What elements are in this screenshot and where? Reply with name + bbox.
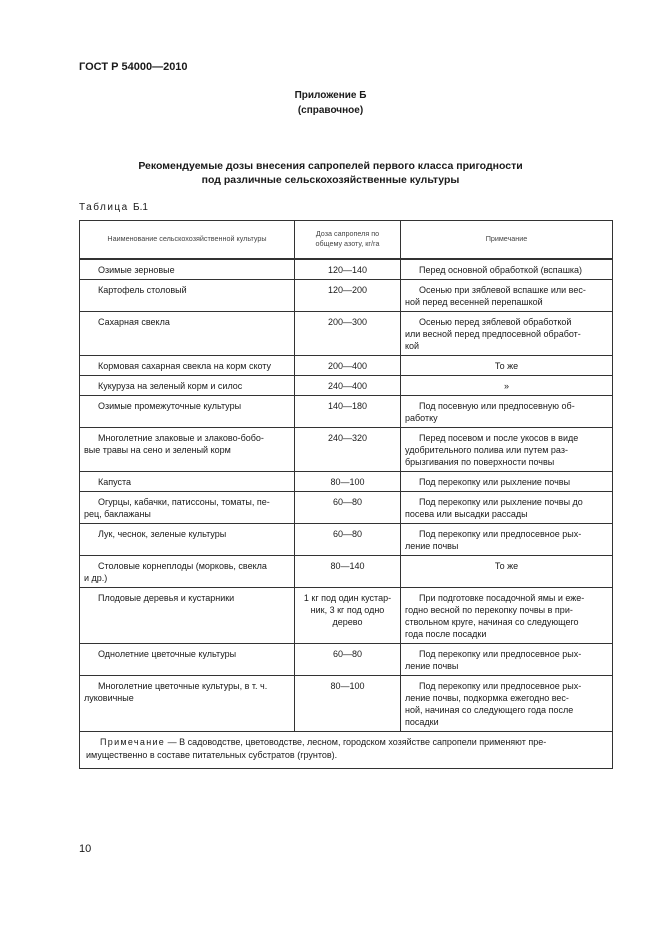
table-row (80, 311, 613, 355)
crop-cell-line: Лук, чеснок, зеленые культуры (98, 528, 227, 539)
dose-cell-line: 1 кг под один кустар- (303, 592, 392, 603)
note-cell (401, 675, 613, 731)
crop-cell-line: Капуста (98, 476, 132, 487)
note-cell-line: ление почвы, подкормка ежегодно вес- (405, 692, 569, 703)
table-row (80, 471, 613, 491)
crop-cell-line: и др.) (84, 572, 108, 583)
note-cell-line: Перед основной обработкой (вспашка) (419, 264, 583, 275)
dose-cell (295, 427, 401, 471)
note-cell-line: Под перекопку или предпосевное рых- (419, 680, 582, 691)
crop-cell-line: Кукуруза на зеленый корм и силос (98, 380, 243, 391)
dose-cell-line: 60—80 (332, 496, 363, 507)
crop-cell-line: рец, баклажаны (84, 508, 151, 519)
table-row (80, 355, 613, 375)
note-cell (401, 259, 613, 280)
dose-cell-line: 120—200 (327, 284, 368, 295)
crop-cell-line: Озимые промежуточные культуры (98, 400, 242, 411)
dose-cell (295, 259, 401, 280)
crop-cell (80, 491, 295, 523)
dose-cell-line: 80—100 (330, 476, 365, 487)
table-footnote (80, 731, 613, 768)
note-cell-line: Под перекопку или рыхление почвы (419, 476, 571, 487)
footnote-line: — В садоводстве, цветоводстве, лесном, городском хозяйстве сапропели применяют пре- (165, 736, 547, 747)
crop-cell (80, 643, 295, 675)
note-cell (401, 395, 613, 427)
dose-cell-line: ник, 3 кг под одно (310, 604, 385, 615)
crop-cell-line: Однолетние цветочные культуры (98, 648, 237, 659)
note-cell (401, 471, 613, 491)
dose-cell-line: 60—80 (332, 528, 363, 539)
dose-cell (295, 523, 401, 555)
note-cell-line: То же (494, 560, 519, 571)
crop-cell-line: Озимые зерновые (98, 264, 175, 275)
crop-cell-line: Столовые корнеплоды (морковь, свекла (98, 560, 267, 571)
dose-cell (295, 279, 401, 311)
dose-cell (295, 471, 401, 491)
dose-table (79, 220, 613, 769)
crop-cell-line: Плодовые деревья и кустарники (98, 592, 235, 603)
note-cell-line: Под перекопку или предпосевное рых- (419, 648, 582, 659)
note-cell-line: брызгивания по поверхности почвы (405, 456, 555, 467)
annex-type: (справочное) (297, 105, 364, 116)
crop-cell (80, 471, 295, 491)
table-row (80, 587, 613, 643)
dose-cell-line: 240—400 (327, 380, 368, 391)
dose-cell (295, 375, 401, 395)
table-footnote-row (80, 731, 613, 768)
note-cell-line: годно весной по перекопку почвы в при- (405, 604, 573, 615)
crop-cell (80, 259, 295, 280)
dose-cell-line: 240—320 (327, 432, 368, 443)
crop-cell-line: Многолетние цветочные культуры, в т. ч. (98, 680, 268, 691)
dose-cell-line: 200—400 (327, 360, 368, 371)
note-cell-line: Под перекопку или рыхление почвы до (419, 496, 583, 507)
note-cell-line: Под перекопку или предпосевное рых- (419, 528, 582, 539)
crop-cell (80, 355, 295, 375)
table-row (80, 375, 613, 395)
note-cell-line: Осенью при зяблевой вспашке или вес- (419, 284, 586, 295)
note-cell (401, 523, 613, 555)
dose-cell (295, 555, 401, 587)
note-cell (401, 311, 613, 355)
crop-cell-line: Многолетние злаковые и злаково-бобо- (98, 432, 264, 443)
note-cell-line: ной перед весенней перепашкой (405, 296, 543, 307)
dose-cell-line: 80—140 (330, 560, 365, 571)
table-label-number: Б.1 (133, 202, 148, 213)
standard-code: ГОСТ Р 54000—2010 (79, 61, 188, 73)
table-row (80, 523, 613, 555)
column-header-dose-line: общему азоту, кг/га (315, 239, 380, 249)
note-cell-line: удобрительного полива или путем раз- (405, 444, 568, 455)
note-cell (401, 555, 613, 587)
note-cell-line: ление почвы (405, 540, 459, 551)
dose-cell-line: 140—180 (327, 400, 368, 411)
note-cell (401, 491, 613, 523)
crop-cell-line: Сахарная свекла (98, 316, 170, 327)
note-cell-line: ление почвы (405, 660, 459, 671)
dose-cell (295, 311, 401, 355)
note-cell (401, 375, 613, 395)
dose-cell (295, 675, 401, 731)
crop-cell (80, 279, 295, 311)
crop-cell (80, 587, 295, 643)
column-header-dose-line: Доза сапропеля по (315, 229, 380, 239)
column-header-dose (295, 221, 401, 259)
footnote-line: имущественно в составе питательных субстратов (грунтов). (86, 749, 338, 760)
table-heading-line-2: под различные сельскохозяйственные культуры (201, 174, 460, 186)
crop-cell (80, 375, 295, 395)
page-number: 10 (79, 843, 92, 855)
table-heading-line-1: Рекомендуемые дозы внесения сапропелей первого класса пригодности (138, 160, 523, 172)
table-body (80, 259, 613, 732)
note-cell-line: ной, начиная со следующего года после (405, 704, 574, 715)
dose-cell (295, 395, 401, 427)
note-cell (401, 587, 613, 643)
crop-cell-line: вые травы на сено и зеленый корм (84, 444, 231, 455)
column-header-note: Примечание (401, 221, 613, 259)
note-cell-line: Под посевную или предпосевную об- (419, 400, 575, 411)
table-row (80, 395, 613, 427)
note-cell-line: посадки (405, 716, 439, 727)
note-cell-line: работку (405, 412, 438, 423)
dose-cell (295, 355, 401, 375)
table-row (80, 259, 613, 280)
crop-cell (80, 395, 295, 427)
note-cell-line: При подготовке посадочной ямы и еже- (419, 592, 585, 603)
table-row (80, 427, 613, 471)
table-row (80, 491, 613, 523)
note-cell-line: Перед посевом и после укосов в виде (419, 432, 579, 443)
annex-title: Приложение Б (294, 90, 367, 101)
crop-cell (80, 675, 295, 731)
dose-cell (295, 587, 401, 643)
note-cell-line: кой (405, 340, 420, 351)
table-label (79, 202, 148, 213)
note-cell (401, 643, 613, 675)
table-row (80, 675, 613, 731)
dose-cell (295, 643, 401, 675)
footnote-prefix: Примечание (100, 736, 166, 747)
table-row (80, 555, 613, 587)
table-row (80, 643, 613, 675)
dose-cell (295, 491, 401, 523)
crop-cell-line: Кормовая сахарная свекла на корм скоту (98, 360, 272, 371)
note-cell (401, 279, 613, 311)
note-cell-line: года после посадки (405, 628, 487, 639)
table-row (80, 279, 613, 311)
note-cell (401, 355, 613, 375)
note-cell (401, 427, 613, 471)
dose-cell-line: 200—300 (327, 316, 368, 327)
crop-cell (80, 555, 295, 587)
table-header-row (80, 221, 613, 259)
note-cell-line: или весной перед предпосевной обработ- (405, 328, 581, 339)
dose-cell-line: 60—80 (332, 648, 363, 659)
crop-cell (80, 427, 295, 471)
table-label-word: Таблица (79, 202, 129, 213)
dose-cell-line: дерево (332, 616, 363, 627)
crop-cell-line: Картофель столовый (98, 284, 187, 295)
note-cell-line: ствольном круге, начиная со следующего (405, 616, 579, 627)
dose-cell-line: 80—100 (330, 680, 365, 691)
crop-cell (80, 523, 295, 555)
dose-cell-line: 120—140 (327, 264, 368, 275)
crop-cell-line: луковичные (84, 692, 134, 703)
note-cell-line: посева или высадки рассады (405, 508, 528, 519)
crop-cell-line: Огурцы, кабачки, патиссоны, томаты, пе- (98, 496, 270, 507)
note-cell-line: Осенью перед зяблевой обработкой (419, 316, 572, 327)
note-cell-line: То же (494, 360, 519, 371)
note-cell-line: » (503, 380, 509, 391)
column-header-crop: Наименование сельскохозяйственной культуры (80, 221, 295, 259)
crop-cell (80, 311, 295, 355)
